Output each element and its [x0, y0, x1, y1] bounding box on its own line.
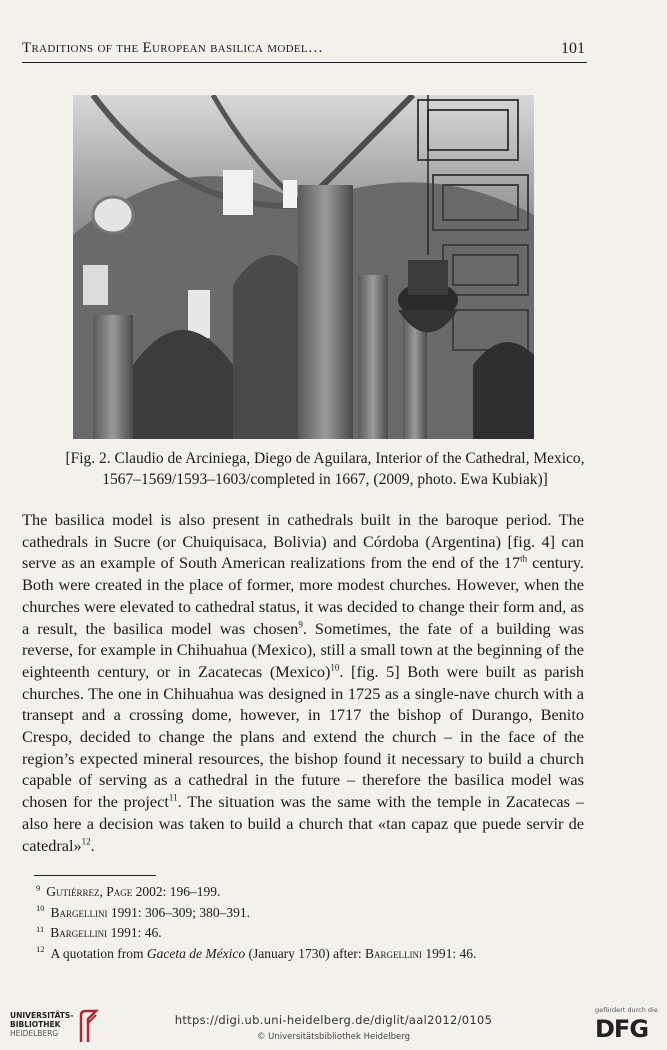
- caption-line-2: 1567–1569/1593–1603/completed in 1667, (2009, photo. Ewa Kubiak)]: [102, 471, 548, 488]
- superscript-th: th: [520, 553, 528, 564]
- dfg-wordmark: DFG: [595, 1015, 649, 1043]
- body-text-c: . Sometimes, the fate of a building was reverse, for example in Chihuahua (Mexico), still a small town at the beginning of the eighteenth century, or in Zacatecas (Mexico): [22, 618, 585, 681]
- footnote-ref-11[interactable]: 11: [168, 792, 178, 803]
- dfg-logo[interactable]: [595, 1006, 657, 1046]
- footnote-10: $^{10}$ Bargellini 1991: 306–309; 380–391.: [36, 903, 251, 920]
- footnote-9: $^9$ Gutiérrez, Page 2002: 196–199.: [36, 882, 221, 899]
- figure-caption: [30, 448, 620, 490]
- footnote-ref-9[interactable]: 9: [298, 619, 303, 630]
- body-text-b: century. Both were created in the place of former, more modest churches. However, when the churches were elevated to cathedral status, it was decided to change their form and, as a result, the basilica model was chosen: [22, 553, 585, 638]
- library-name-3: HEIDELBERG: [10, 1029, 59, 1038]
- footnote-ref-12[interactable]: 12: [81, 836, 91, 847]
- running-header: [22, 40, 587, 63]
- footnote-12: $^{12}$ A quotation from Gaceta de México (January 1730) after: Bargellini 1991: 46.: [36, 944, 477, 961]
- footnote-ref-10[interactable]: 10: [330, 662, 340, 673]
- footnote-11: $^{11}$ Bargellini 1991: 46.: [36, 923, 162, 940]
- body-text-a: The basilica model is also present in cathedrals built in the baroque period. The cathedrals in Sucre (or Chuiquisaca, Bolivia) and Córdoba (Argentina) [fig. 4] can serve as an example of South American realizations from the end of the 17: [22, 510, 584, 573]
- digital-source-url[interactable]: https://digi.ub.uni-heidelberg.de/diglit/aal2012/0105: [174, 1013, 493, 1027]
- caption-line-1: [Fig. 2. Claudio de Arciniega, Diego de Aguilara, Interior of the Cathedral, Mexico,: [65, 450, 585, 467]
- running-head-title: Traditions of the European basilica model…: [22, 40, 324, 56]
- library-name-1: UNIVERSITÄTS-: [10, 1011, 74, 1020]
- cathedral-interior-photo: [73, 95, 534, 439]
- funder-note: gefördert durch die: [595, 1006, 658, 1014]
- body-text-d: . [fig. 5] Both were built as parish churches. The one in Chihuahua was designed in 1725 as a single-nave church with a transept and a crossing dome, however, in 1717 the bishop of Durango, Benito Crespo, decided to change the plans and extend the church – in the face of the region’s expected mineral resources, the bishop found it necessary to build a church capable of serving as a cathedral in the future – therefore the basilica model was chosen for the project: [22, 661, 585, 812]
- body-paragraph: [22, 509, 584, 856]
- footnotes: [36, 882, 596, 964]
- page-number: 101: [561, 40, 585, 57]
- library-name-2: BIBLIOTHEK: [10, 1020, 61, 1029]
- body-text-e: . The situation was the same with the temple in Zacatecas – also here a decision was taken to build a church that «tan capaz que puede servir de catedral»: [22, 792, 585, 855]
- copyright-notice: © Universitätsbibliothek Heidelberg: [256, 1032, 410, 1042]
- footnote-divider: [34, 875, 156, 876]
- body-text-f: .: [90, 835, 95, 855]
